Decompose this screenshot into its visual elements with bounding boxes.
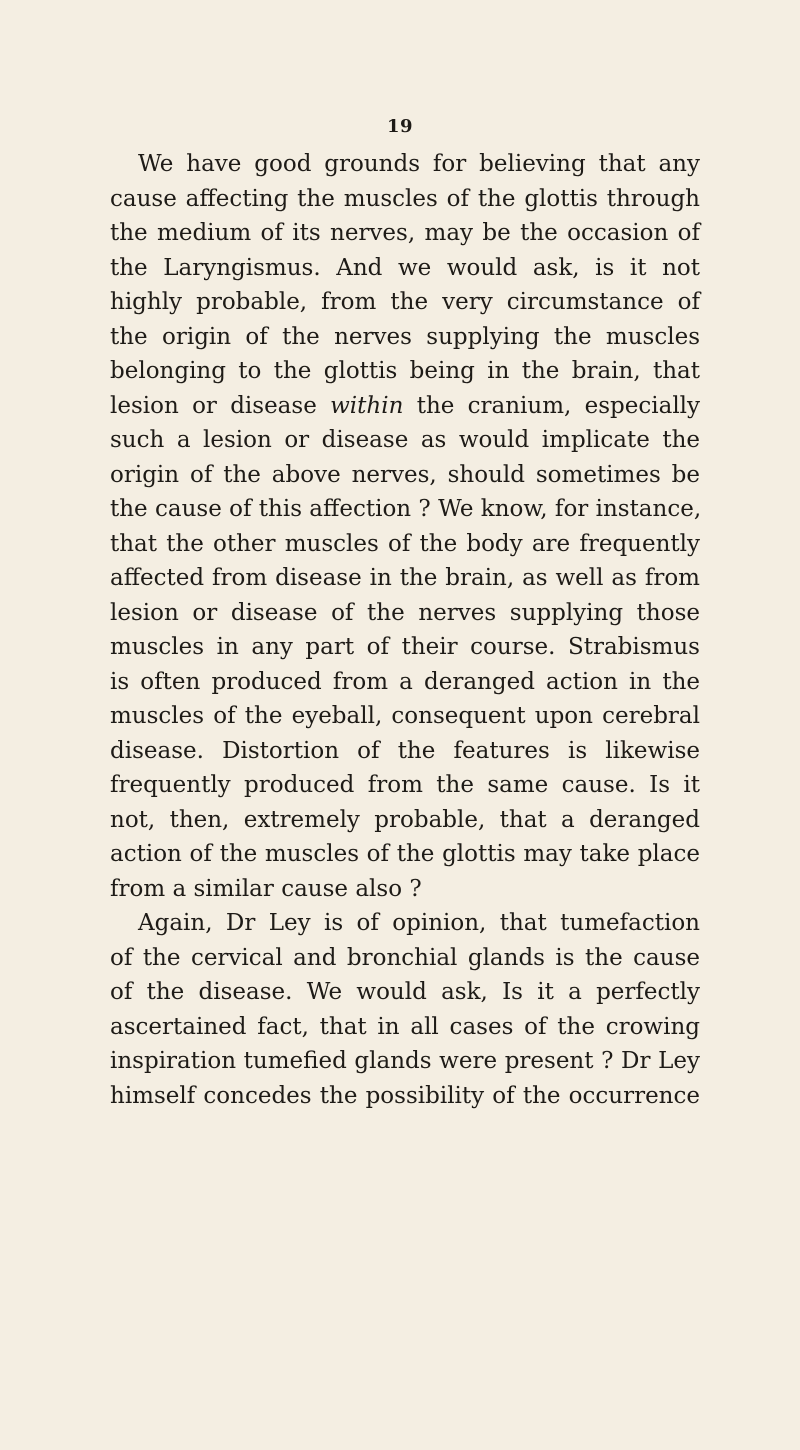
text-line: highly probable, from the very circumstance of: [110, 289, 700, 315]
text-line: cause affecting the muscles of the glottis through: [110, 185, 700, 212]
text-line: ascertained fact, that in all cases of the crowing: [110, 1013, 700, 1040]
text-line: muscles in any part of their course. Strabismus: [110, 634, 700, 660]
text-line: origin of the above nerves, should sometimes be: [110, 461, 700, 488]
text-line: such a lesion or disease as would implicate the: [110, 427, 700, 453]
text-line: action of the muscles of the glottis may take place: [110, 841, 700, 867]
emphasis-within: within: [330, 392, 404, 419]
text-line: from a similar cause also ?: [110, 875, 422, 902]
text-line: the Laryngismus. And we would ask, is it not: [110, 254, 700, 281]
text-line: We have good grounds for believing that any: [138, 151, 700, 177]
text-line: lesion or disease of the nerves supplying those: [110, 599, 700, 626]
text-line: is often produced from a deranged action in the: [110, 668, 700, 695]
text-line: belonging to the glottis being in the brain, that: [110, 358, 700, 384]
text-line: disease. Distortion of the features is likewise: [110, 737, 700, 764]
page-number: 19: [386, 116, 414, 137]
text-line: himself concedes the possibility of the occurrence: [110, 1082, 700, 1109]
text-line: inspiration tumefied glands were present ? Dr Ley: [110, 1048, 700, 1074]
text-line: Again, Dr Ley is of opinion, that tumefaction: [138, 910, 700, 936]
text-fragment: the cranium, especially: [416, 392, 701, 419]
text-line: the origin of the nerves supplying the muscles: [110, 323, 700, 350]
text-line: the medium of its nerves, may be the occasion of: [110, 220, 700, 246]
text-line: that the other muscles of the body are frequently: [110, 530, 700, 557]
text-line: of the cervical and bronchial glands is the cause: [110, 944, 700, 971]
text-line: muscles of the eyeball, consequent upon cerebral: [110, 703, 700, 729]
text-line: frequently produced from the same cause. Is it: [110, 772, 700, 798]
text-line: not, then, extremely probable, that a deranged: [110, 806, 700, 833]
text-line: the cause of this affection ? We know, for instance,: [110, 496, 702, 522]
text-line-with-emphasis: [110, 389, 700, 424]
body-text: [110, 147, 700, 1113]
text-fragment: lesion or disease: [110, 392, 317, 419]
text-line: of the disease. We would ask, Is it a perfectly: [110, 979, 700, 1005]
text-line: affected from disease in the brain, as well as from: [110, 565, 700, 591]
